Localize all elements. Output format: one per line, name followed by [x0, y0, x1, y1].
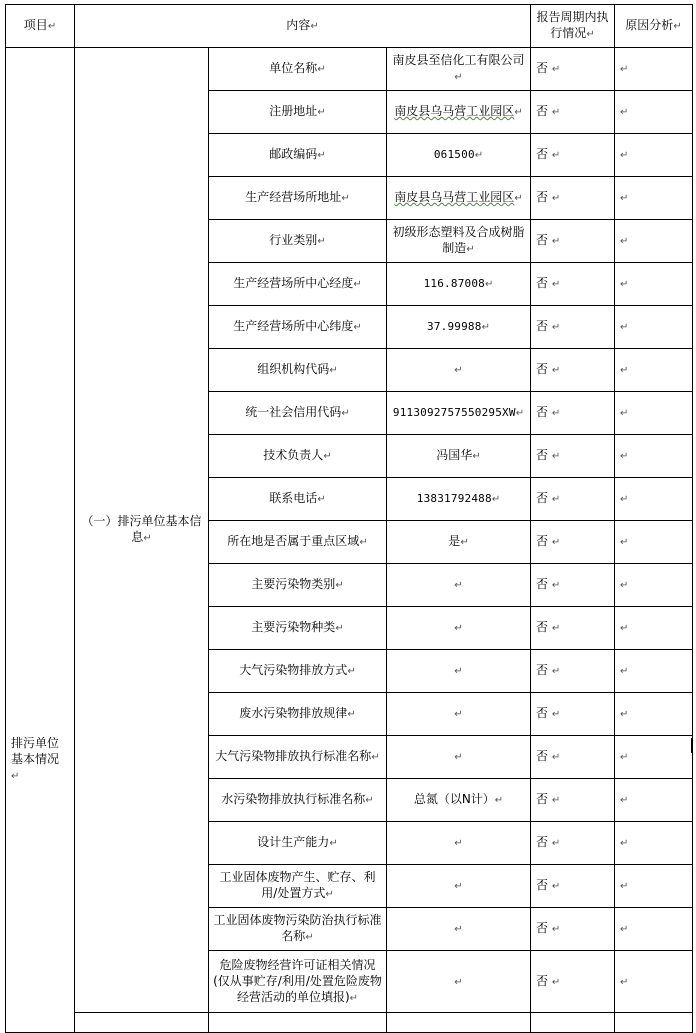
- header-item-cell: 项目↵: [6, 5, 75, 48]
- reason-cell: ↵: [615, 134, 693, 177]
- reason-cell: ↵: [615, 951, 693, 1013]
- section-label-cell: 排污单位基本情况↵: [6, 48, 75, 1033]
- subsection-label-cell: （一）排污单位基本信息↵: [75, 48, 209, 1013]
- reason-cell: ↵: [615, 91, 693, 134]
- field-name-cell: 单位名称↵: [209, 48, 387, 91]
- reason-cell: ↵: [615, 607, 693, 650]
- header-content-cell: 内容↵: [75, 5, 531, 48]
- header-row: [6, 5, 693, 48]
- reason-cell: ↵: [615, 392, 693, 435]
- reason-cell: ↵: [615, 349, 693, 392]
- text-cursor: [691, 738, 693, 753]
- field-value-cell: 116.87008↵: [387, 263, 531, 306]
- status-cell: 否 ↵: [531, 435, 615, 478]
- field-name-cell: 行业类别↵: [209, 220, 387, 263]
- field-value-cell: 061500↵: [387, 134, 531, 177]
- field-value-cell: 南皮县至信化工有限公司↵: [387, 48, 531, 91]
- status-cell: 否 ↵: [531, 48, 615, 91]
- reason-cell: ↵: [615, 908, 693, 951]
- partial-cell: [75, 1013, 209, 1033]
- field-name-cell: 大气污染物排放执行标准名称↵: [209, 736, 387, 779]
- status-cell: 否 ↵: [531, 779, 615, 822]
- status-cell: 否 ↵: [531, 478, 615, 521]
- field-value-cell: ↵: [387, 607, 531, 650]
- field-name-cell: 生产经营场所地址↵: [209, 177, 387, 220]
- status-cell: 否 ↵: [531, 91, 615, 134]
- reason-cell: ↵: [615, 263, 693, 306]
- status-cell: 否 ↵: [531, 521, 615, 564]
- status-cell: 否 ↵: [531, 177, 615, 220]
- field-name-cell: 所在地是否属于重点区域↵: [209, 521, 387, 564]
- reason-cell: ↵: [615, 177, 693, 220]
- header-status-cell: 报告周期内执行情况↵: [531, 5, 615, 48]
- field-name-cell: 技术负责人↵: [209, 435, 387, 478]
- reason-cell: ↵: [615, 865, 693, 908]
- field-name-cell: 注册地址↵: [209, 91, 387, 134]
- table-body: [6, 5, 693, 1033]
- table-row: [6, 48, 693, 91]
- field-name-cell: 危险废物经营许可证相关情况(仅从事贮存/利用/处置危险废物经营活动的单位填报)↵: [209, 951, 387, 1013]
- field-value-cell: 初级形态塑料及合成树脂制造↵: [387, 220, 531, 263]
- field-value-cell: 9113092757550295XW↵: [387, 392, 531, 435]
- status-cell: 否 ↵: [531, 736, 615, 779]
- field-value-cell: ↵: [387, 951, 531, 1013]
- reason-cell: ↵: [615, 306, 693, 349]
- status-cell: 否 ↵: [531, 951, 615, 1013]
- reason-cell: ↵: [615, 564, 693, 607]
- field-value-cell: ↵: [387, 865, 531, 908]
- field-value-cell: ↵: [387, 693, 531, 736]
- reason-cell: ↵: [615, 478, 693, 521]
- field-value-cell: ↵: [387, 650, 531, 693]
- reason-cell: ↵: [615, 693, 693, 736]
- reason-cell: ↵: [615, 220, 693, 263]
- status-cell: 否 ↵: [531, 263, 615, 306]
- report-table: [5, 4, 693, 1033]
- status-cell: 否 ↵: [531, 650, 615, 693]
- reason-cell: ↵: [615, 779, 693, 822]
- status-cell: 否 ↵: [531, 349, 615, 392]
- status-cell: 否 ↵: [531, 693, 615, 736]
- field-value-cell: 南皮县乌马营工业园区↵: [387, 91, 531, 134]
- field-name-cell: 主要污染物类别↵: [209, 564, 387, 607]
- field-value-cell: 总氮（以N计）↵: [387, 779, 531, 822]
- field-value-cell: ↵: [387, 822, 531, 865]
- field-name-cell: 大气污染物排放方式↵: [209, 650, 387, 693]
- field-name-cell: 废水污染物排放规律↵: [209, 693, 387, 736]
- reason-cell: ↵: [615, 435, 693, 478]
- reason-cell: ↵: [615, 822, 693, 865]
- field-name-cell: 工业固体废物产生、贮存、利用/处置方式↵: [209, 865, 387, 908]
- status-cell: 否 ↵: [531, 306, 615, 349]
- field-name-cell: 生产经营场所中心经度↵: [209, 263, 387, 306]
- reason-cell: ↵: [615, 521, 693, 564]
- partial-cell: [531, 1013, 615, 1033]
- field-name-cell: 联系电话↵: [209, 478, 387, 521]
- status-cell: 否 ↵: [531, 392, 615, 435]
- status-cell: 否 ↵: [531, 865, 615, 908]
- reason-cell: ↵: [615, 48, 693, 91]
- field-value-cell: 37.99988↵: [387, 306, 531, 349]
- reason-cell: ↵: [615, 650, 693, 693]
- field-name-cell: 主要污染物种类↵: [209, 607, 387, 650]
- field-name-cell: 水污染物排放执行标准名称↵: [209, 779, 387, 822]
- field-name-cell: 设计生产能力↵: [209, 822, 387, 865]
- table-row-partial: [6, 1013, 693, 1033]
- reason-cell: ↵: [615, 736, 693, 779]
- status-cell: 否 ↵: [531, 134, 615, 177]
- header-reason-cell: 原因分析↵: [615, 5, 693, 48]
- field-name-cell: 生产经营场所中心纬度↵: [209, 306, 387, 349]
- status-cell: 否 ↵: [531, 607, 615, 650]
- status-cell: 否 ↵: [531, 908, 615, 951]
- field-name-cell: 统一社会信用代码↵: [209, 392, 387, 435]
- field-name-cell: 邮政编码↵: [209, 134, 387, 177]
- field-value-cell: 南皮县乌马营工业园区↵: [387, 177, 531, 220]
- status-cell: 否 ↵: [531, 822, 615, 865]
- field-value-cell: ↵: [387, 736, 531, 779]
- field-value-cell: 是↵: [387, 521, 531, 564]
- status-cell: 否 ↵: [531, 220, 615, 263]
- partial-cell: [387, 1013, 531, 1033]
- field-value-cell: ↵: [387, 564, 531, 607]
- field-value-cell: ↵: [387, 908, 531, 951]
- field-value-cell: 冯国华↵: [387, 435, 531, 478]
- status-cell: 否 ↵: [531, 564, 615, 607]
- field-value-cell: ↵: [387, 349, 531, 392]
- field-name-cell: 组织机构代码↵: [209, 349, 387, 392]
- partial-cell: [209, 1013, 387, 1033]
- field-value-cell: 13831792488↵: [387, 478, 531, 521]
- partial-cell: [615, 1013, 693, 1033]
- field-name-cell: 工业固体废物污染防治执行标准名称↵: [209, 908, 387, 951]
